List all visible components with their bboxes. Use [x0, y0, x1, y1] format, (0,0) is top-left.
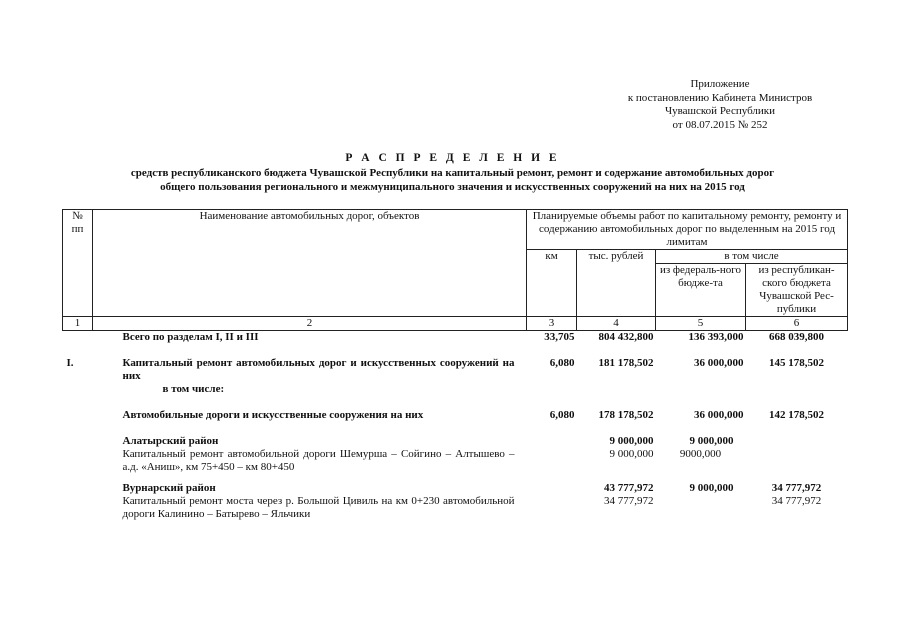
alatyr-item-sum: 9 000,000	[609, 448, 654, 460]
header-thousand-rub: тыс. рублей	[577, 250, 656, 317]
section-sum: 181 178,502	[598, 357, 654, 369]
table-row-alatyr-district	[63, 435, 848, 448]
header-federal: из федераль-ного бюдже-та	[656, 264, 746, 317]
vurnar-federal: 9 000,000	[689, 482, 734, 494]
appendix-line: Чувашской Республики	[664, 105, 776, 117]
vurnar-item-name: Капитальный ремонт моста через р. Большой Цивиль на км 0+230 автомобильной дороги Калинино – Батырево – Яльчики	[122, 495, 515, 520]
document-subtitle	[60, 167, 845, 194]
col-number-4: 4	[577, 317, 656, 331]
appendix-block	[560, 78, 880, 132]
alatyr-item-name: Капитальный ремонт автомобильной дороги Шемурша – Сойгино – Алтышево – а.д. «Аниш», км 75+450 – км 80+450	[122, 448, 515, 473]
vurnar-district-name: Вурнарский район	[122, 482, 216, 494]
appendix-line: Приложение	[690, 78, 750, 90]
col-number-2: 2	[93, 317, 527, 331]
header-name: Наименование автомобильных дорог, объектов	[93, 210, 527, 317]
section-title: Капитальный ремонт автомобильных дорог и искусственных сооружений на них	[122, 357, 515, 382]
col-number-3: 3	[527, 317, 577, 331]
roads-republican: 142 178,502	[769, 409, 824, 421]
vurnar-republican: 34 777,972	[771, 482, 822, 494]
header-planned: Планируемые объемы работ по капитальному ремонту, ремонту и содержанию автомобильных дорог по выделенным на 2015 год лимитам	[527, 210, 848, 250]
col-number-5: 5	[656, 317, 746, 331]
appendix-line: от 08.07.2015 № 252	[672, 118, 768, 131]
appendix-line: к постановлению Кабинета Министров	[627, 91, 813, 104]
section-number: I.	[66, 357, 74, 369]
header-including: в том числе	[656, 250, 848, 264]
table-row-vurnar-district	[63, 482, 848, 495]
total-sum: 804 432,800	[598, 331, 654, 343]
total-name: Всего по разделам I, II и III	[122, 331, 259, 343]
section-federal: 36 000,000	[694, 357, 744, 369]
table-row-alatyr-item	[63, 448, 848, 474]
total-km: 33,705	[544, 331, 575, 343]
alatyr-item-federal: 9000,000	[679, 448, 722, 460]
document-title: Р А С П Р Е Д Е Л Е Н И Е	[345, 152, 560, 164]
header-km: км	[527, 250, 577, 317]
roads-sum: 178 178,502	[598, 409, 654, 421]
col-number-6: 6	[746, 317, 848, 331]
table-row-total	[63, 331, 848, 345]
total-federal: 136 393,000	[688, 331, 744, 343]
header-number: № пп	[63, 210, 93, 317]
alatyr-district-name: Алатырский район	[122, 435, 219, 447]
header-republican: из республикан-ского бюджета Чувашской Рес-публики	[746, 264, 848, 317]
section-subtitle: в том числе:	[162, 383, 225, 395]
col-number-1: 1	[63, 317, 93, 331]
section-km: 6,080	[549, 357, 575, 369]
table-row-section-1	[63, 357, 848, 396]
roads-km: 6,080	[549, 409, 575, 421]
roads-name: Автомобильные дороги и искусственные сооружения на них	[122, 409, 424, 421]
alatyr-sum: 9 000,000	[609, 435, 654, 447]
vurnar-item-sum: 34 777,972	[604, 495, 654, 507]
section-republican: 145 178,502	[769, 357, 824, 369]
vurnar-item-republican: 34 777,972	[771, 495, 822, 507]
section-name	[93, 357, 527, 396]
distribution-table	[62, 209, 848, 521]
table-row-roads	[63, 409, 848, 422]
vurnar-sum: 43 777,972	[604, 482, 654, 494]
subtitle-line-2: общего пользования регионального и межмуниципального значения и искусственных сооружений на них на 2015 год	[160, 180, 745, 193]
subtitle-line-1: средств республиканского бюджета Чувашской Республики на капитальный ремонт, ремонт и содержание автомобильных дорог	[130, 167, 775, 179]
total-republican: 668 039,800	[769, 331, 824, 343]
roads-federal: 36 000,000	[694, 409, 744, 421]
alatyr-federal: 9 000,000	[689, 435, 734, 447]
table-row-vurnar-item	[63, 495, 848, 521]
